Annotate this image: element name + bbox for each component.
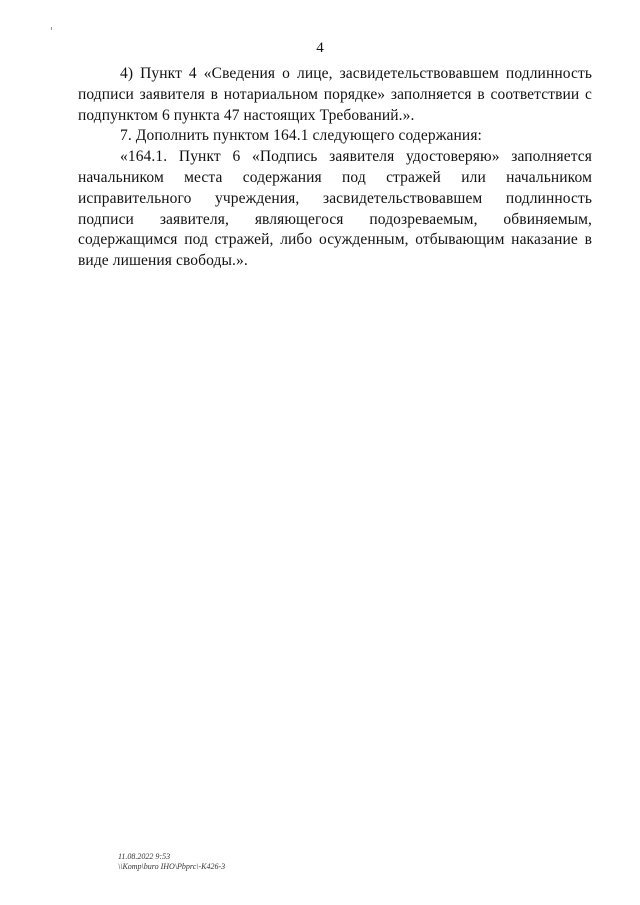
scan-artifact (51, 27, 52, 30)
paragraph-164-1: «164.1. Пункт 6 «Подпись заявителя удостоверяю» заполняется начальником места содержания под стражей или начальником исправительного учреждения, засвидетельствовавшем подлинность подписи заявителя, являющегося подозреваемым, обвиняемым, содержащимся под стражей, либо осужденным, отбывающим наказание в виде лишения свободы.». (78, 148, 592, 270)
page-number: 4 (316, 40, 324, 56)
footer-stamp (118, 852, 225, 872)
paragraph-item-4: 4) Пункт 4 «Сведения о лице, засвидетельствовавшем подлинность подписи заявителя в нотариальном порядке» заполняется в соответствии с подпунктом 6 пункта 47 настоящих Требований.». (78, 65, 592, 124)
document-body (78, 64, 592, 272)
paragraph-section-7: 7. Дополнить пунктом 164.1 следующего содержания: (120, 127, 482, 145)
footer-timestamp: 11.08.2022 9:53 (118, 852, 171, 861)
footer-file-path: \\Komp\buro IHO\Pbprc\-K426-3 (118, 862, 226, 871)
